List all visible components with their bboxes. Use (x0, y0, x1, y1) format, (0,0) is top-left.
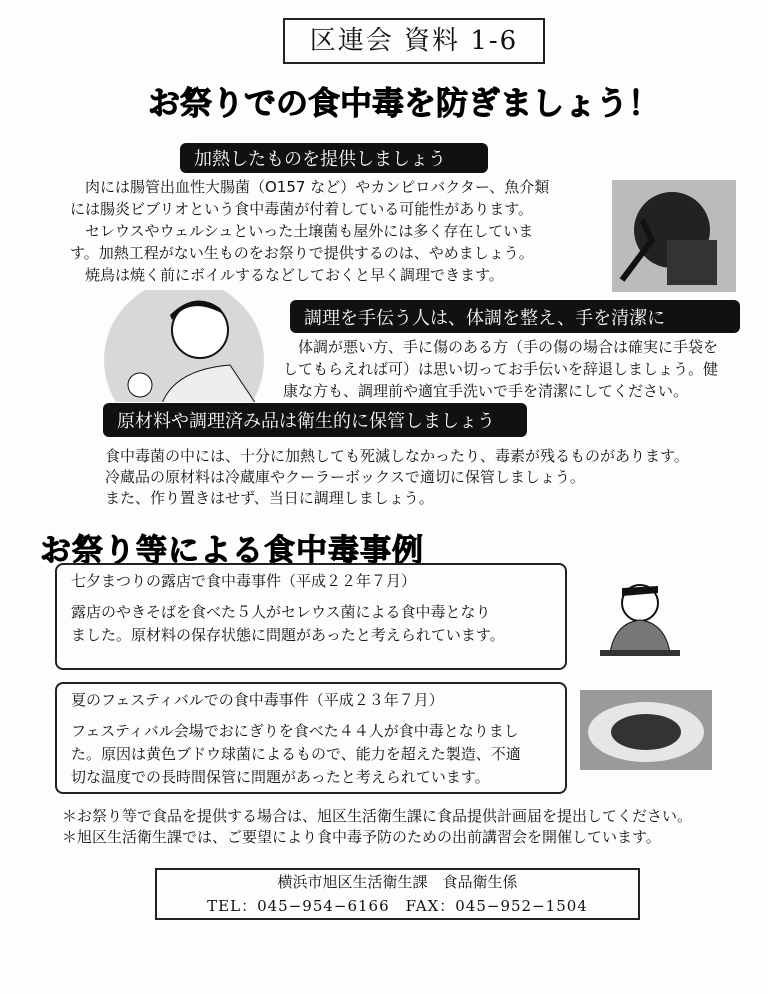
text-line: フェスティバル会場でおにぎりを食べた４４人が食中毒となりまし (71, 722, 519, 740)
case-title: 七夕まつりの露店で食中毒事件（平成２２年７月） (71, 572, 417, 590)
text-line: 肉には腸管出血性大腸菌（O157 など）やカンピロバクター、魚介類 (85, 178, 550, 196)
text-line: には腸炎ビブリオという食中毒菌が付着している可能性があります。 (70, 200, 534, 218)
contact-phone-fax: TEL：045−954−6166 FAX：045−952−1504 (207, 897, 588, 915)
text-line: 焼鳥は焼く前にボイルするなどしておくと早く調理できます。 (85, 266, 504, 284)
case-title: 夏のフェスティバルでの食中毒事件（平成２３年７月） (71, 691, 444, 709)
note-line: ＊お祭り等で食品を提供する場合は、旭区生活衛生課に食品提供計画届を提出してください。 (62, 807, 693, 825)
cook-illustration (595, 578, 685, 663)
text-line: 切な温度での長時間保管に問題があったと考えられています。 (71, 768, 490, 786)
case-box (55, 682, 567, 794)
handwashing-person-illustration (100, 290, 268, 402)
note-line: ＊旭区生活衛生課では、ご要望により食中毒予防のための出前講習会を開催しています。 (62, 828, 661, 846)
notes (62, 806, 692, 848)
text-line: 体調が悪い方、手に傷のある方（手の傷の場合は確実に手袋を (298, 338, 719, 356)
section-heading-storage: 原材料や調理済み品は衛生的に保管しましょう (103, 403, 527, 437)
document-label: 区連会 資料 1-6 (283, 18, 545, 64)
text-line: す。加熱工程がない生ものをお祭りで提供するのは、やめましょう。 (70, 244, 534, 262)
text-line: してもらえれば可）は思い切ってお手伝いを辞退しましょう。健 (283, 360, 719, 378)
case-box (55, 563, 567, 670)
contact-office: 横浜市旭区生活衛生課 食品衛生係 (277, 873, 518, 891)
text-line: 露店のやきそばを食べた５人がセレウス菌による食中毒となり (71, 603, 491, 621)
contact-box (155, 868, 640, 920)
text-line: ました。原材料の保存状態に問題があったと考えられています。 (71, 626, 505, 644)
section-text-storage (105, 446, 755, 509)
cases-title: お祭り等による食中毒事例 (40, 533, 424, 569)
text-line: 冷蔵品の原材料は冷蔵庫やクーラーボックスで適切に保管しましょう。 (105, 468, 585, 486)
onigiri-plate-photo (580, 690, 712, 770)
section-text-heat (70, 176, 610, 286)
text-line: た。原因は黄色ブドウ球菌によるもので、能力を超えた製造、不適 (71, 745, 521, 763)
text-line: 康な方も、調理前や適宜手洗いで手を清潔にしてください。 (283, 382, 689, 400)
text-line: 食中毒菌の中には、十分に加熱しても死滅しなかったり、毒素が残るものがあります。 (105, 447, 689, 465)
grilling-illustration (612, 180, 736, 292)
text-line: また、作り置きはせず、当日に調理しましょう。 (105, 489, 434, 507)
section-heading-helpers: 調理を手伝う人は、体調を整え、手を清潔に (290, 300, 740, 333)
section-text-helpers (283, 336, 753, 402)
section-heading-heat: 加熱したものを提供しましょう (180, 143, 488, 173)
page-title: お祭りでの食中毒を防ぎましょう！ (147, 84, 660, 122)
text-line: セレウスやウェルシュといった土壌菌も屋外には多く存在していま (85, 222, 534, 240)
